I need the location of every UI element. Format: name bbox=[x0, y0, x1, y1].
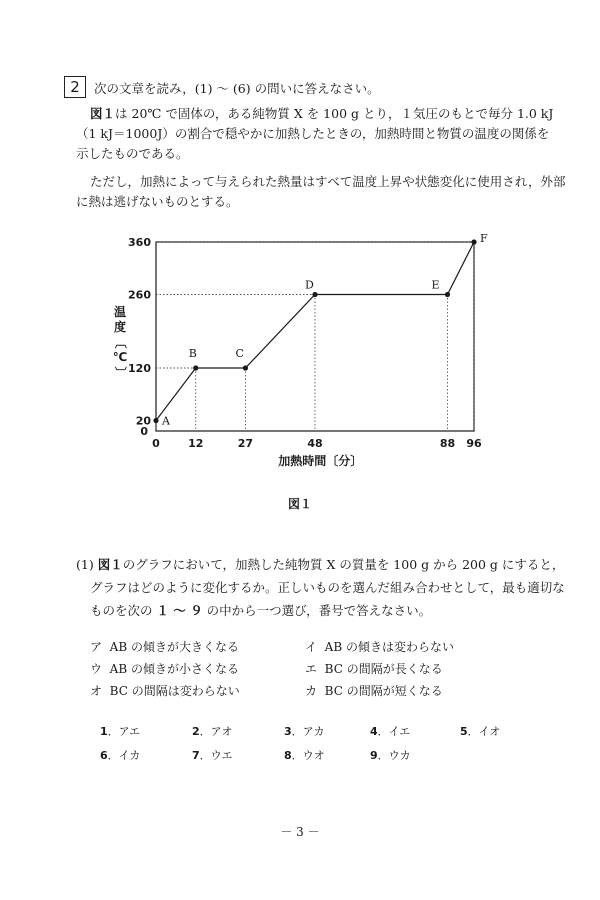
y-tick-label: 20 bbox=[135, 414, 151, 428]
question-1-text bbox=[76, 553, 565, 622]
option-text: BC の間隔が長くなる bbox=[324, 662, 443, 676]
choice-number: 8 bbox=[284, 749, 292, 762]
choice-text: アエ bbox=[118, 725, 141, 738]
choice-number: 6 bbox=[100, 749, 108, 762]
x-tick-label: 0 bbox=[152, 437, 160, 450]
choice-number: 9 bbox=[370, 749, 378, 762]
answer-choice-1[interactable]: 1．アエ bbox=[100, 725, 141, 738]
x-tick-label: 12 bbox=[188, 437, 204, 450]
data-point bbox=[312, 292, 317, 297]
q1-range: １ ～ ９ bbox=[156, 603, 203, 618]
x-tick-label: 96 bbox=[466, 437, 482, 450]
point-label: E bbox=[431, 278, 440, 292]
paragraph-1 bbox=[76, 104, 554, 164]
choice-text: ウエ bbox=[210, 749, 233, 762]
option-text: AB の傾きが小さくなる bbox=[109, 662, 239, 676]
point-label: D bbox=[305, 278, 314, 292]
point-label: F bbox=[480, 232, 488, 245]
option-a bbox=[90, 638, 239, 655]
option-key: エ bbox=[305, 662, 318, 676]
q1-line-2: グラフはどのように変化するか。正しいものを選んだ組み合わせとして，最も適切な bbox=[90, 580, 565, 595]
q1-number: (1) bbox=[76, 557, 94, 572]
q1-line-1: のグラフにおいて，加熱した純物質 X の質量を 100 g から 200 g にすると， bbox=[122, 557, 565, 572]
option-key: イ bbox=[305, 640, 318, 654]
choice-text: イオ bbox=[478, 725, 501, 738]
figure-reference: 図１ bbox=[90, 106, 116, 121]
point-label: C bbox=[235, 347, 244, 360]
paragraph-1-line-2: （1 kJ＝1000J）の割合で穏やかに加熱したときの，加熱時間と物質の温度の関係を bbox=[76, 126, 550, 141]
choice-text: ウカ bbox=[388, 749, 411, 762]
point-label: B bbox=[188, 347, 197, 360]
q1-line-3-pre: ものを次の bbox=[90, 603, 157, 618]
x-axis-label: 加熱時間〔分〕 bbox=[278, 454, 363, 468]
option-key: ウ bbox=[90, 662, 103, 676]
x-tick-label: 27 bbox=[237, 437, 254, 450]
paragraph-2 bbox=[76, 172, 566, 212]
option-u bbox=[90, 660, 239, 677]
data-point bbox=[193, 365, 198, 370]
choice-number: 1 bbox=[100, 725, 108, 738]
y-axis-label-char: 〔 bbox=[113, 336, 128, 349]
y-tick-label: 260 bbox=[128, 288, 151, 302]
choice-text: アオ bbox=[210, 725, 233, 738]
option-text: AB の傾きが大きくなる bbox=[109, 640, 239, 654]
answer-choice-5[interactable]: 5．イオ bbox=[460, 725, 501, 738]
answer-choice-3[interactable]: 3．アカ bbox=[284, 725, 325, 738]
y-tick-label: 0 bbox=[140, 425, 148, 438]
option-ka bbox=[305, 682, 443, 699]
data-point bbox=[153, 418, 158, 423]
answer-choice-6[interactable]: 6．イカ bbox=[100, 749, 141, 762]
option-i bbox=[305, 638, 454, 655]
x-tick-label: 48 bbox=[307, 437, 323, 450]
answer-choice-8[interactable]: 8．ウオ bbox=[284, 749, 325, 762]
option-text: AB の傾きは変わらない bbox=[324, 640, 454, 654]
data-point bbox=[243, 365, 248, 370]
answer-choice-7[interactable]: 7．ウエ bbox=[192, 749, 233, 762]
option-key: ア bbox=[90, 640, 103, 654]
data-point bbox=[445, 292, 450, 297]
choice-text: アカ bbox=[302, 725, 325, 738]
answer-choice-9[interactable]: 9．ウカ bbox=[370, 749, 411, 762]
data-point bbox=[471, 239, 476, 244]
option-key: オ bbox=[90, 684, 103, 698]
paragraph-2-line-2: に熱は逃げないものとする。 bbox=[76, 194, 239, 209]
temperature-time-chart bbox=[110, 230, 510, 470]
paragraph-1-line-1: は 20℃ で固体の，ある純物質 X を 100 g とり，１気圧のもとで毎分 1.0 kJ bbox=[115, 106, 554, 121]
option-text: BC の間隔が短くなる bbox=[324, 684, 443, 698]
y-axis-label-char: 度 bbox=[113, 320, 126, 334]
choice-number: 2 bbox=[192, 725, 200, 738]
x-tick-label: 88 bbox=[439, 437, 456, 450]
answer-choice-2[interactable]: 2．アオ bbox=[192, 725, 233, 738]
choice-number: 3 bbox=[284, 725, 292, 738]
y-axis-label bbox=[112, 305, 128, 380]
choice-number: 4 bbox=[370, 725, 378, 738]
question-intro: 次の文章を読み，(1) ～ (6) の問いに答えなさい。 bbox=[94, 81, 380, 96]
y-axis-label-char: 温 bbox=[113, 305, 126, 319]
choice-number: 7 bbox=[192, 749, 200, 762]
paragraph-2-line-1: ただし，加熱によって与えられた熱量はすべて温度上昇や状態変化に使用され，外部 bbox=[90, 174, 566, 189]
q1-figure-reference: 図１ bbox=[97, 557, 123, 572]
option-text: BC の間隔は変わらない bbox=[109, 684, 240, 698]
y-axis-label-char: ℃ bbox=[112, 350, 128, 364]
option-o bbox=[90, 682, 240, 699]
choice-text: イカ bbox=[118, 749, 141, 762]
page-number: － 3 － bbox=[280, 825, 320, 839]
question-number: 2 bbox=[64, 76, 86, 98]
choice-text: ウオ bbox=[302, 749, 325, 762]
point-label: A bbox=[162, 414, 170, 428]
paragraph-1-line-3: 示したものである。 bbox=[76, 146, 189, 161]
option-e bbox=[305, 660, 443, 677]
choice-text: イエ bbox=[388, 725, 411, 738]
y-axis-label-char: 〕 bbox=[113, 366, 128, 379]
option-key: カ bbox=[305, 684, 318, 698]
figure-caption: 図１ bbox=[287, 497, 312, 511]
y-tick-label: 120 bbox=[128, 362, 151, 375]
answer-choice-4[interactable]: 4．イエ bbox=[370, 725, 411, 738]
q1-line-3-post: の中から一つ選び，番号で答えなさい。 bbox=[202, 603, 432, 618]
choice-number: 5 bbox=[460, 725, 468, 738]
y-tick-label: 360 bbox=[128, 236, 151, 249]
